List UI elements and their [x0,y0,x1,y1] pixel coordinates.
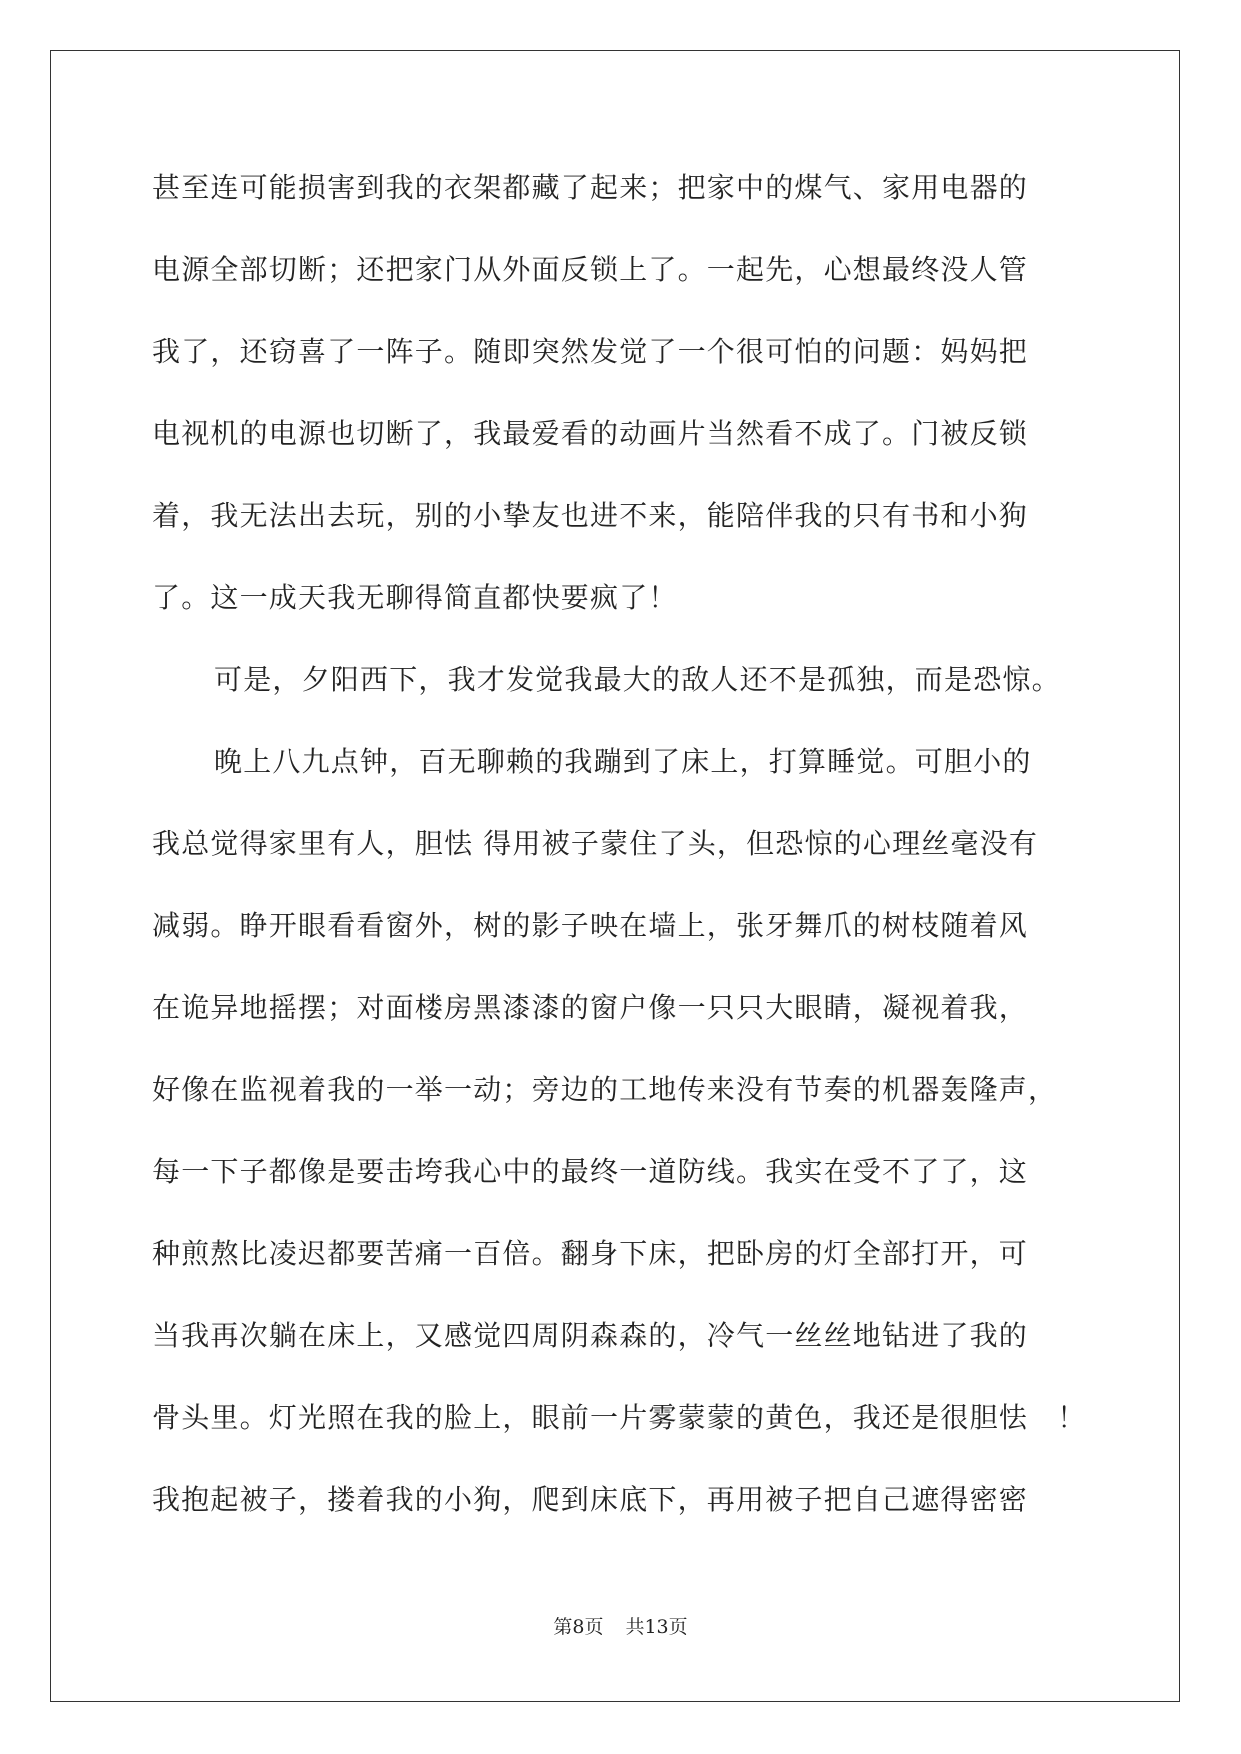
text-line: 在诡异地摇摆；对面楼房黑漆漆的窗户像一只只大眼睛，凝视着我， [152,991,1029,1024]
document-body [152,160,1092,1554]
text-line: 甚至连可能损害到我的衣架都藏了起来；把家中的煤气、家用电器的 [152,171,1029,204]
text-line: 种煎熬比凌迟都要苦痛一百倍。翻身下床，把卧房的灯全部打开，可 [152,1237,1029,1270]
total-pages: 共13页 [625,1616,688,1638]
text-line: 着，我无法出去玩，别的小挚友也进不来，能陪伴我的只有书和小狗 [152,499,1029,532]
text-line: 电视机的电源也切断了，我最爱看的动画片当然看不成了。门被反锁 [152,417,1029,450]
text-line: 我抱起被子，搂着我的小狗，爬到床底下，再用被子把自己遮得密密 [152,1483,1029,1516]
text-line: 我总觉得家里有人，胆怯 得用被子蒙住了头，但恐惊的心理丝毫没有 [152,827,1039,860]
text-line: 可是，夕阳西下，我才发觉我最大的敌人还不是孤独，而是恐惊。 [214,663,1061,696]
page-footer [0,1612,1241,1639]
text-line: 每一下子都像是要击垮我心中的最终一道防线。我实在受不了了，这 [152,1155,1029,1188]
text-line: 减弱。睁开眼看看窗外，树的影子映在墙上，张牙舞爪的树枝随着风 [152,909,1029,942]
text-line: 骨头里。灯光照在我的脸上，眼前一片雾蒙蒙的黄色，我还是很胆怯 ！ [152,1401,1087,1434]
page-number: 第8页 [553,1616,604,1638]
text-line: 当我再次躺在床上，又感觉四周阴森森的，冷气一丝丝地钻进了我的 [152,1319,1029,1352]
text-line: 电源全部切断；还把家门从外面反锁上了。一起先，心想最终没人管 [152,253,1029,286]
text-line: 了。这一成天我无聊得简直都快要疯了！ [152,581,678,614]
text-line: 好像在监视着我的一举一动；旁边的工地传来没有节奏的机器轰隆声， [152,1073,1058,1106]
text-line: 我了，还窃喜了一阵子。随即突然发觉了一个很可怕的问题：妈妈把 [152,335,1029,368]
text-line: 晚上八九点钟，百无聊赖的我蹦到了床上，打算睡觉。可胆小的 [214,745,1032,778]
